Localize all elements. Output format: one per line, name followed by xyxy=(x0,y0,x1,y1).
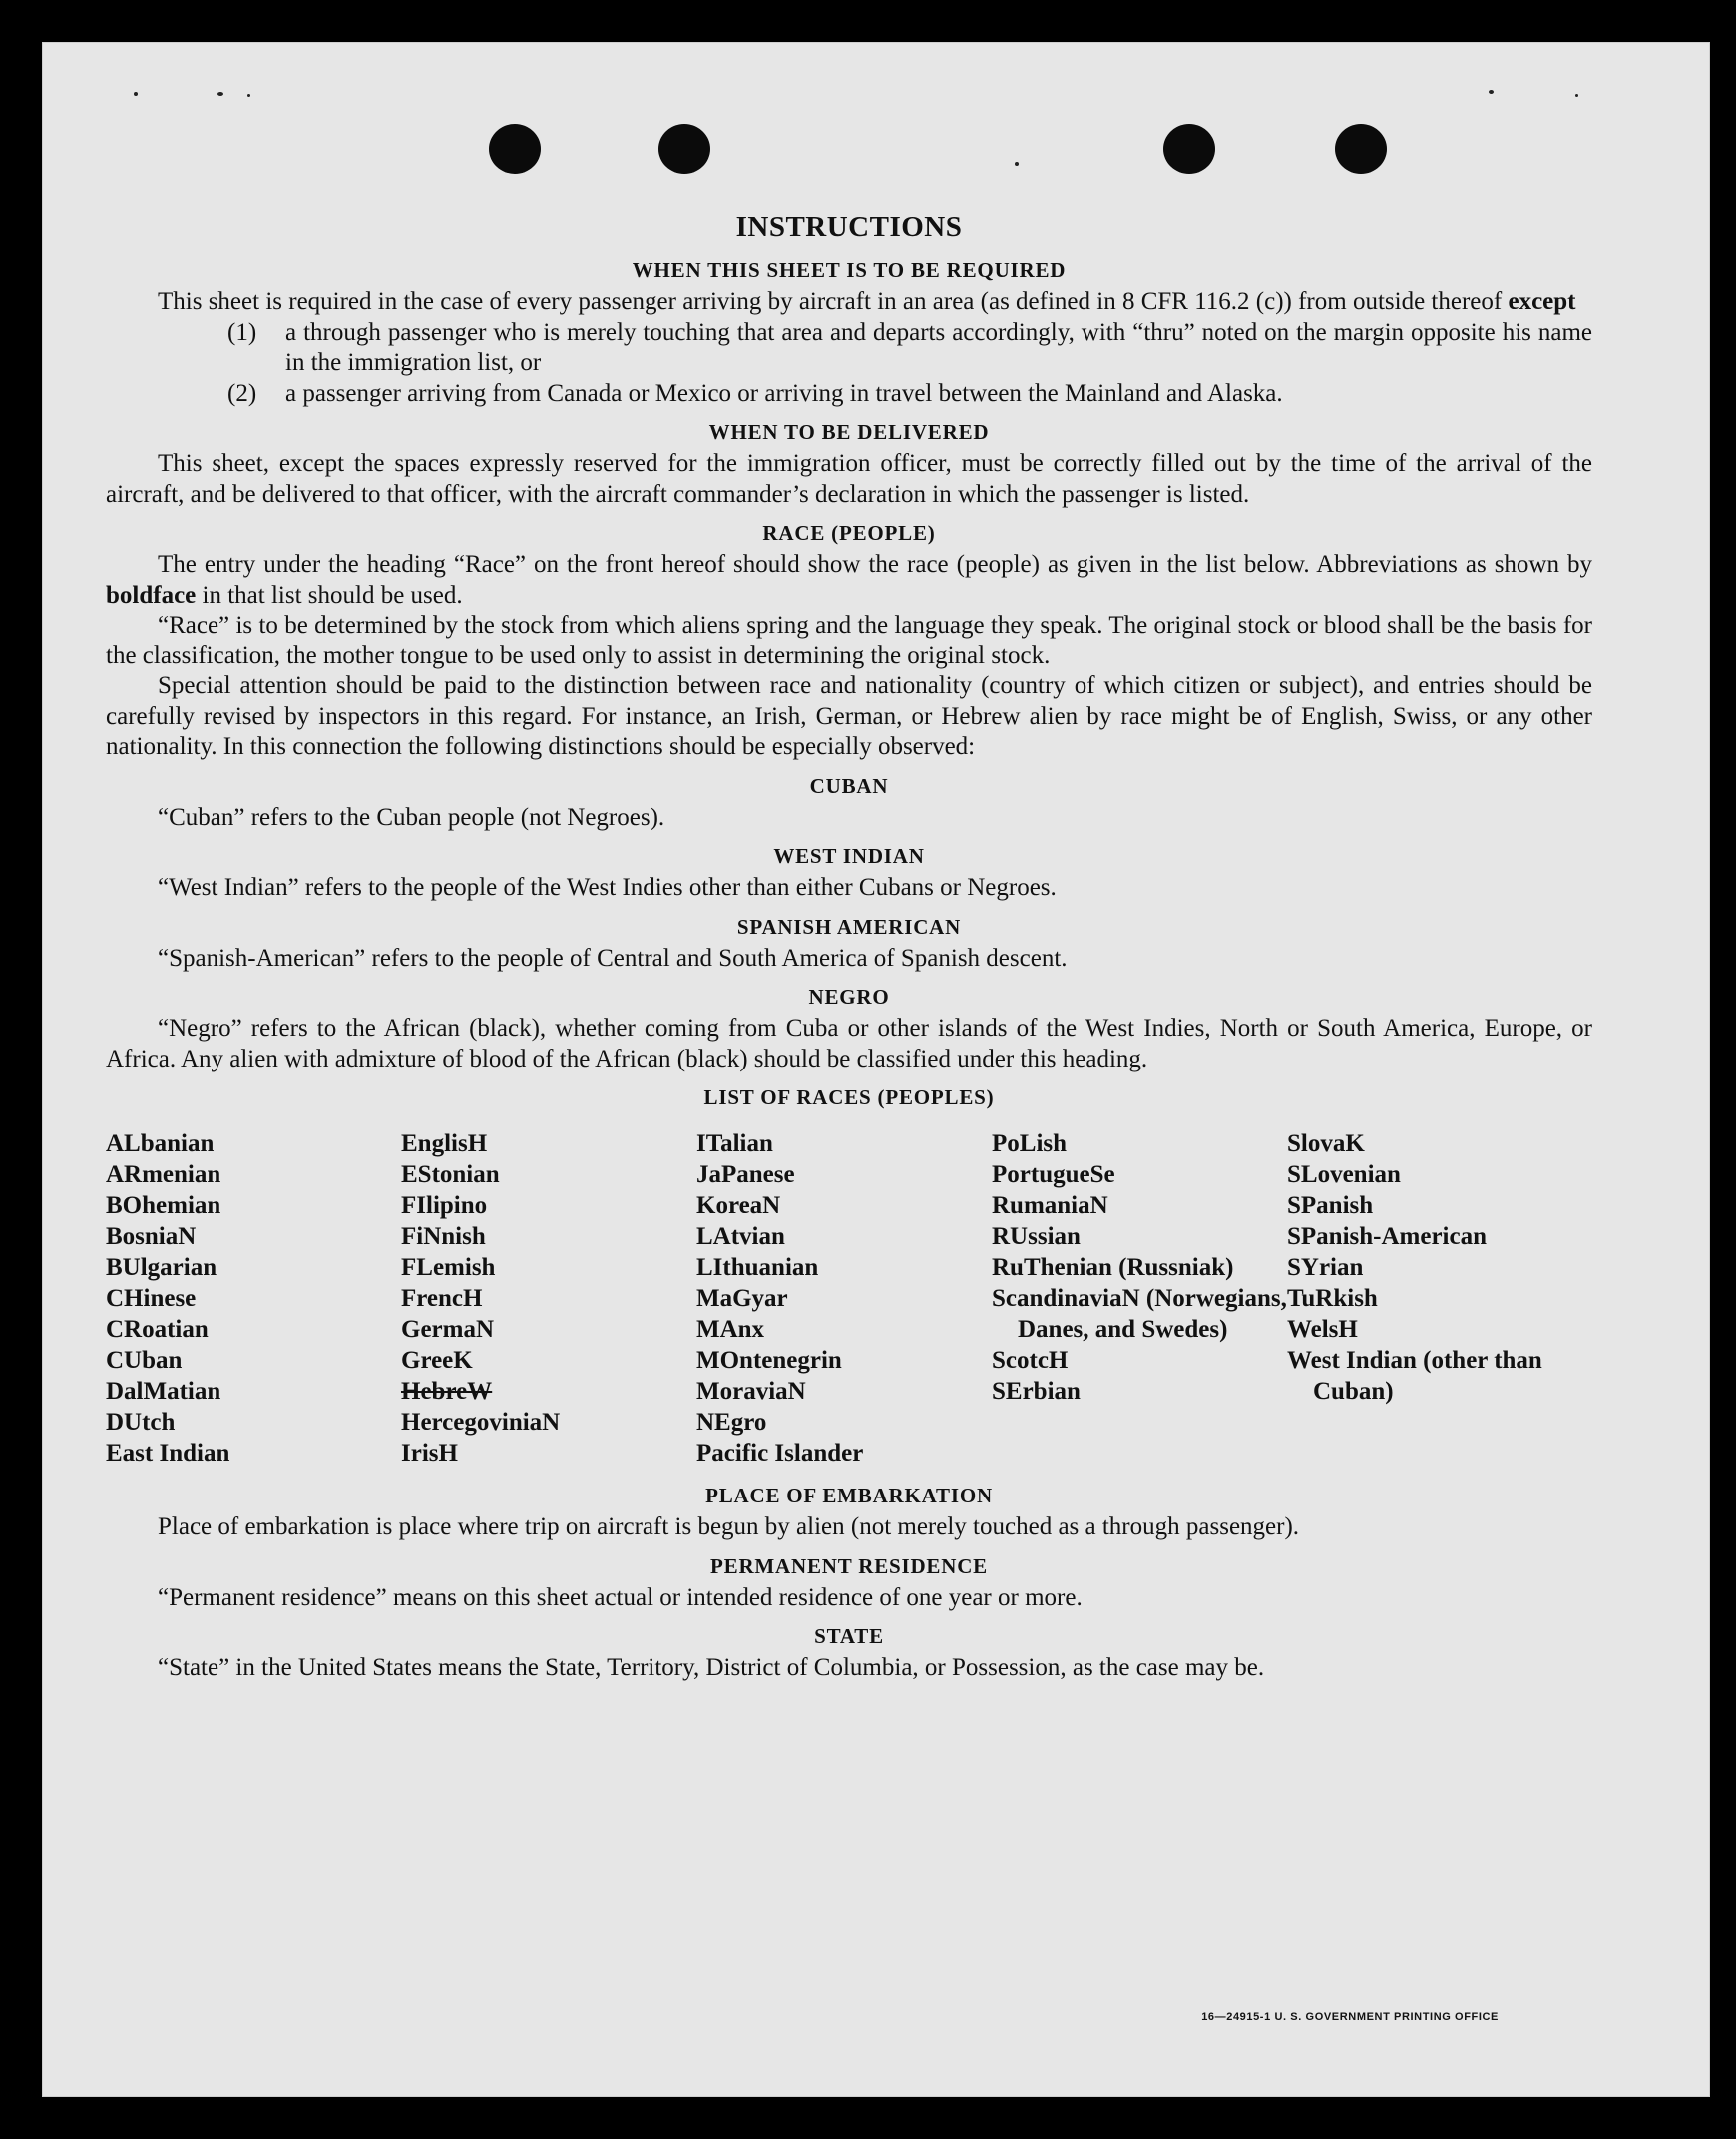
race-entry: WelsH xyxy=(1287,1316,1358,1343)
document-body xyxy=(106,208,1592,1684)
heading-state: STATE xyxy=(814,1624,884,1648)
race-entry: PoLish xyxy=(992,1130,1068,1157)
race-paragraph-3: Special attention should be paid to the distinction between race and nationality (country of which citizen or subject), and entries should be carefully revised by inspectors in this regard. For instance, an Irish, German, or Hebrew alien by race might be of English, Swiss, or any other nationality. In this connection the following distinctions should be especially observed: xyxy=(106,672,1592,760)
cuban-text: “Cuban” refers to the Cuban people (not Negroes). xyxy=(158,803,665,831)
when-delivered-text: This sheet, except the spaces expressly reserved for the immigration officer, must be correctly filled out by the time of the arrival of the aircraft, and be delivered to that officer, with the aircraft commander’s declaration in which the passenger is listed. xyxy=(106,450,1592,508)
race-entry: JaPanese xyxy=(696,1161,795,1188)
heading-when-required: WHEN THIS SHEET IS TO BE REQUIRED xyxy=(632,258,1067,282)
race-entry: TuRkish xyxy=(1287,1285,1378,1312)
west-indian-text: “West Indian” refers to the people of the West Indies other than either Cubans or Negroes. xyxy=(158,874,1057,901)
heading-permanent-residence: PERMANENT RESIDENCE xyxy=(710,1553,988,1578)
race-entry: GreeK xyxy=(401,1347,473,1374)
race-entry: ARmenian xyxy=(106,1161,221,1188)
race-entry: CHinese xyxy=(106,1285,197,1312)
race-entry: BUlgarian xyxy=(106,1254,217,1281)
race-entry: SErbian xyxy=(992,1378,1081,1405)
speck xyxy=(1015,162,1019,166)
heading-spanish-american: SPANISH AMERICAN xyxy=(736,914,962,939)
heading-negro: NEGRO xyxy=(808,985,890,1009)
races-column xyxy=(106,1128,401,1469)
when-required-intro xyxy=(106,287,1592,318)
race-entry: HebreW xyxy=(401,1378,493,1405)
speck xyxy=(1575,94,1578,97)
item-number: (1) xyxy=(227,318,257,346)
race-entry: RumaniaN xyxy=(992,1192,1108,1219)
race-paragraph-1 xyxy=(106,550,1592,611)
heading-embarkation: PLACE OF EMBARKATION xyxy=(705,1484,993,1507)
race-entry: ITalian xyxy=(696,1130,773,1157)
item-text: a through passenger who is merely touching that area and departs accordingly, with “thru” noted on the margin opposite his name in the immigration list, or xyxy=(285,318,1592,376)
spanish-american-text: “Spanish-American” refers to the people of Central and South America of Spanish descent. xyxy=(158,944,1068,972)
race-entry: SlovaK xyxy=(1287,1130,1365,1157)
race-entry: FLemish xyxy=(401,1254,496,1281)
speck xyxy=(247,94,250,97)
race-entry: NEgro xyxy=(696,1409,767,1436)
race-entry: LIthuanian xyxy=(696,1254,819,1281)
punch-hole xyxy=(489,124,541,174)
races-column xyxy=(401,1128,696,1469)
race-entry: FIlipino xyxy=(401,1192,488,1219)
race-entry: EStonian xyxy=(401,1161,500,1188)
race-entry: ScandinaviaN (Norwegians, Danes, and Swedes) xyxy=(992,1285,1287,1343)
speck xyxy=(134,92,138,96)
embarkation-text: Place of embarkation is place where trip on aircraft is begun by alien (not merely touched as a through passenger). xyxy=(158,1513,1300,1540)
race-entry: DalMatian xyxy=(106,1378,221,1405)
race-entry: SLovenian xyxy=(1287,1161,1401,1188)
race-entry: FiNnish xyxy=(401,1223,486,1250)
race-entry: East Indian xyxy=(106,1440,230,1467)
residence-text: “Permanent residence” means on this sheet actual or intended residence of one year or more. xyxy=(158,1583,1083,1611)
race-entry: KoreaN xyxy=(696,1192,781,1219)
race-entry: CUban xyxy=(106,1347,183,1374)
races-column xyxy=(992,1128,1287,1469)
printer-footer: 16—24915-1 U. S. GOVERNMENT PRINTING OFFICE xyxy=(1201,2011,1499,2023)
race-entry: MaGyar xyxy=(696,1285,788,1312)
race-entry: SPanish xyxy=(1287,1192,1374,1219)
race-entry: EnglisH xyxy=(401,1130,488,1157)
race-entry: West Indian (other than Cuban) xyxy=(1287,1347,1542,1405)
state-text: “State” in the United States means the State, Territory, District of Columbia, or Possession, as the case may be. xyxy=(158,1654,1265,1681)
race-entry: RuThenian (Russniak) xyxy=(992,1254,1234,1281)
heading-list-of-races: LIST OF RACES (PEOPLES) xyxy=(703,1085,995,1109)
race-entry: HercegoviniaN xyxy=(401,1409,561,1436)
intro-bold: except xyxy=(1508,288,1576,315)
negro-text: “Negro” refers to the African (black), whether coming from Cuba or other islands of the West Indies, North or South America, Europe, or Africa. Any alien with admixture of blood of the African (black) should be classified under this heading. xyxy=(106,1015,1592,1072)
race-entry: LAtvian xyxy=(696,1223,785,1250)
race-entry: PortugueSe xyxy=(992,1161,1115,1188)
race-entry: ScotcH xyxy=(992,1347,1069,1374)
race-entry: SYrian xyxy=(1287,1254,1364,1281)
punch-hole xyxy=(1335,124,1387,174)
item-number: (2) xyxy=(227,379,257,407)
race-p1-before: The entry under the heading “Race” on the front hereof should show the race (people) as given in the list below. Abbreviations as shown by xyxy=(158,551,1592,578)
race-entry: IrisH xyxy=(401,1440,458,1467)
list-item xyxy=(106,379,1592,410)
race-entry: Pacific Islander xyxy=(696,1440,864,1467)
list-item xyxy=(106,318,1592,379)
race-entry: MOntenegrin xyxy=(696,1347,842,1374)
race-entry: SPanish-American xyxy=(1287,1223,1487,1250)
race-entry: BOhemian xyxy=(106,1192,221,1219)
item-text: a passenger arriving from Canada or Mexico or arriving in travel between the Mainland and Alaska. xyxy=(285,379,1283,407)
document-title: INSTRUCTIONS xyxy=(735,212,963,243)
heading-race: RACE (PEOPLE) xyxy=(762,521,936,545)
races-column xyxy=(696,1128,992,1469)
races-column xyxy=(1287,1128,1592,1469)
intro-text: This sheet is required in the case of every passenger arriving by aircraft in an area (as defined in 8 CFR 116.2 (c)) from outside thereof xyxy=(158,288,1503,315)
race-p1-bold: boldface xyxy=(106,581,197,609)
race-entry: BosniaN xyxy=(106,1223,197,1250)
heading-cuban: CUBAN xyxy=(809,773,889,798)
race-entry: GermaN xyxy=(401,1316,495,1343)
speck xyxy=(1489,90,1494,94)
race-entry: DUtch xyxy=(106,1409,176,1436)
race-entry: FrencH xyxy=(401,1285,483,1312)
punch-hole xyxy=(1163,124,1215,174)
race-paragraph-2: “Race” is to be determined by the stock from which aliens spring and the language they speak. The original stock or blood shall be the basis for the classification, the mother tongue to be used only to assist in determining the original stock. xyxy=(106,612,1592,669)
punch-hole xyxy=(658,124,710,174)
speck xyxy=(217,92,223,96)
race-entry: MoraviaN xyxy=(696,1378,806,1405)
race-entry: CRoatian xyxy=(106,1316,209,1343)
races-table xyxy=(106,1128,1592,1469)
heading-when-delivered: WHEN TO BE DELIVERED xyxy=(708,420,990,444)
race-p1-after: in that list should be used. xyxy=(202,581,463,609)
heading-west-indian: WEST INDIAN xyxy=(773,844,925,868)
document-page xyxy=(42,42,1710,2097)
race-entry: ALbanian xyxy=(106,1130,215,1157)
race-entry: MAnx xyxy=(696,1316,765,1343)
race-entry: RUssian xyxy=(992,1223,1081,1250)
